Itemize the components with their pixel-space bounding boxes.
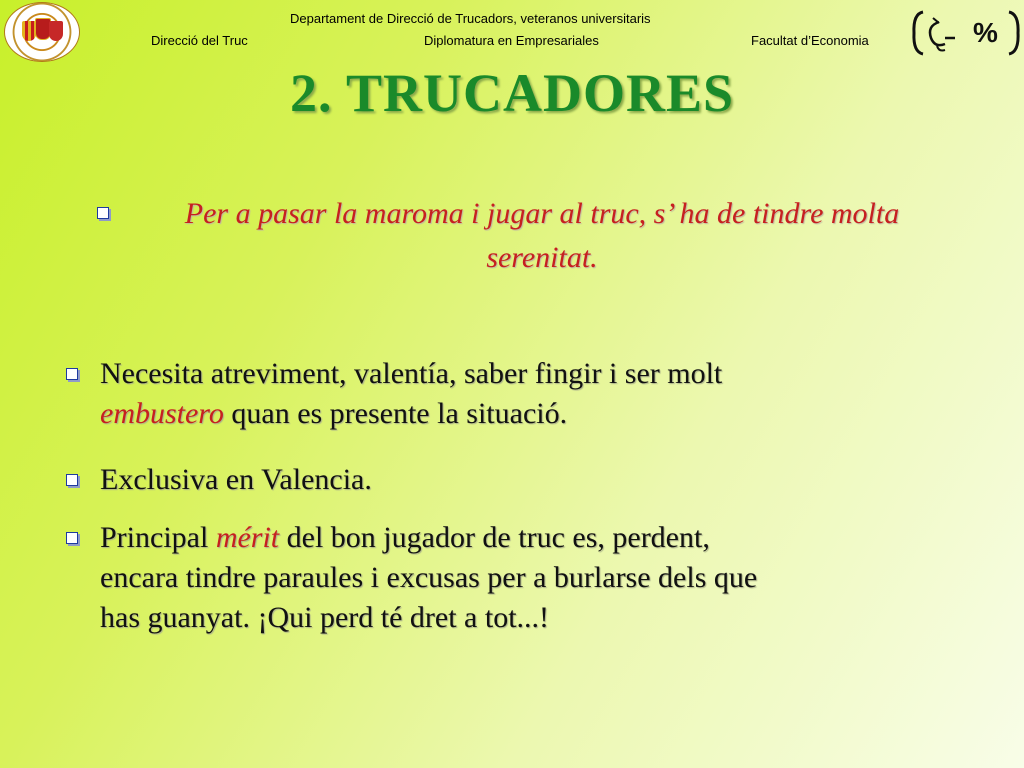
item-1-line-2: [100, 394, 980, 434]
checkbox-bullet-icon: [66, 474, 78, 486]
checkbox-bullet-icon: [66, 532, 78, 544]
list-item: [100, 460, 980, 500]
header-right-text: Facultat d’Economia: [751, 33, 869, 48]
checkbox-bullet-icon: [97, 207, 109, 219]
intro-line-2: serenitat.: [486, 241, 598, 274]
crest-shield-right: [49, 21, 63, 41]
item-3-prefix: Principal: [100, 521, 216, 554]
emphasis-text: mérit: [215, 521, 280, 554]
crest-shield-left: [22, 21, 36, 41]
list-item: [100, 354, 980, 434]
header-middle-text: Diplomatura en Empresariales: [424, 33, 599, 48]
list-item: [100, 518, 980, 638]
item-3-line-1-rest: del bon jugador de truc es, perdent,: [279, 521, 710, 554]
item-3-line-2: encara tindre paraules i excusas per a burlarse dels que: [100, 561, 758, 594]
face-percent-logo-icon: [909, 8, 1021, 58]
item-1-line-1: Necesita atreviment, valentía, saber fingir i ser molt: [100, 357, 723, 390]
item-3-line-3: has guanyat. ¡Qui perd té dret a tot...!: [100, 601, 550, 634]
emphasis-text: embustero: [100, 397, 224, 430]
item-1-rest: quan es presente la situació.: [223, 397, 568, 430]
department-name: Departament de Direcció de Trucadors, veteranos universitaris: [290, 11, 651, 26]
slide-header: [0, 0, 1024, 60]
university-crest-icon: [4, 2, 80, 62]
item-3-line-1: [100, 518, 980, 558]
slide-title: 2. TRUCADORES: [289, 63, 735, 123]
intro-line-1: Per a pasar la maroma i jugar al truc, s’ ha de tindre molta: [184, 197, 900, 230]
intro-statement: [132, 192, 952, 280]
checkbox-bullet-icon: [66, 368, 78, 380]
item-2-text: Exclusiva en Valencia.: [100, 463, 372, 496]
header-left-text: Direcció del Truc: [151, 33, 248, 48]
logo-percent-text: %: [973, 17, 998, 48]
